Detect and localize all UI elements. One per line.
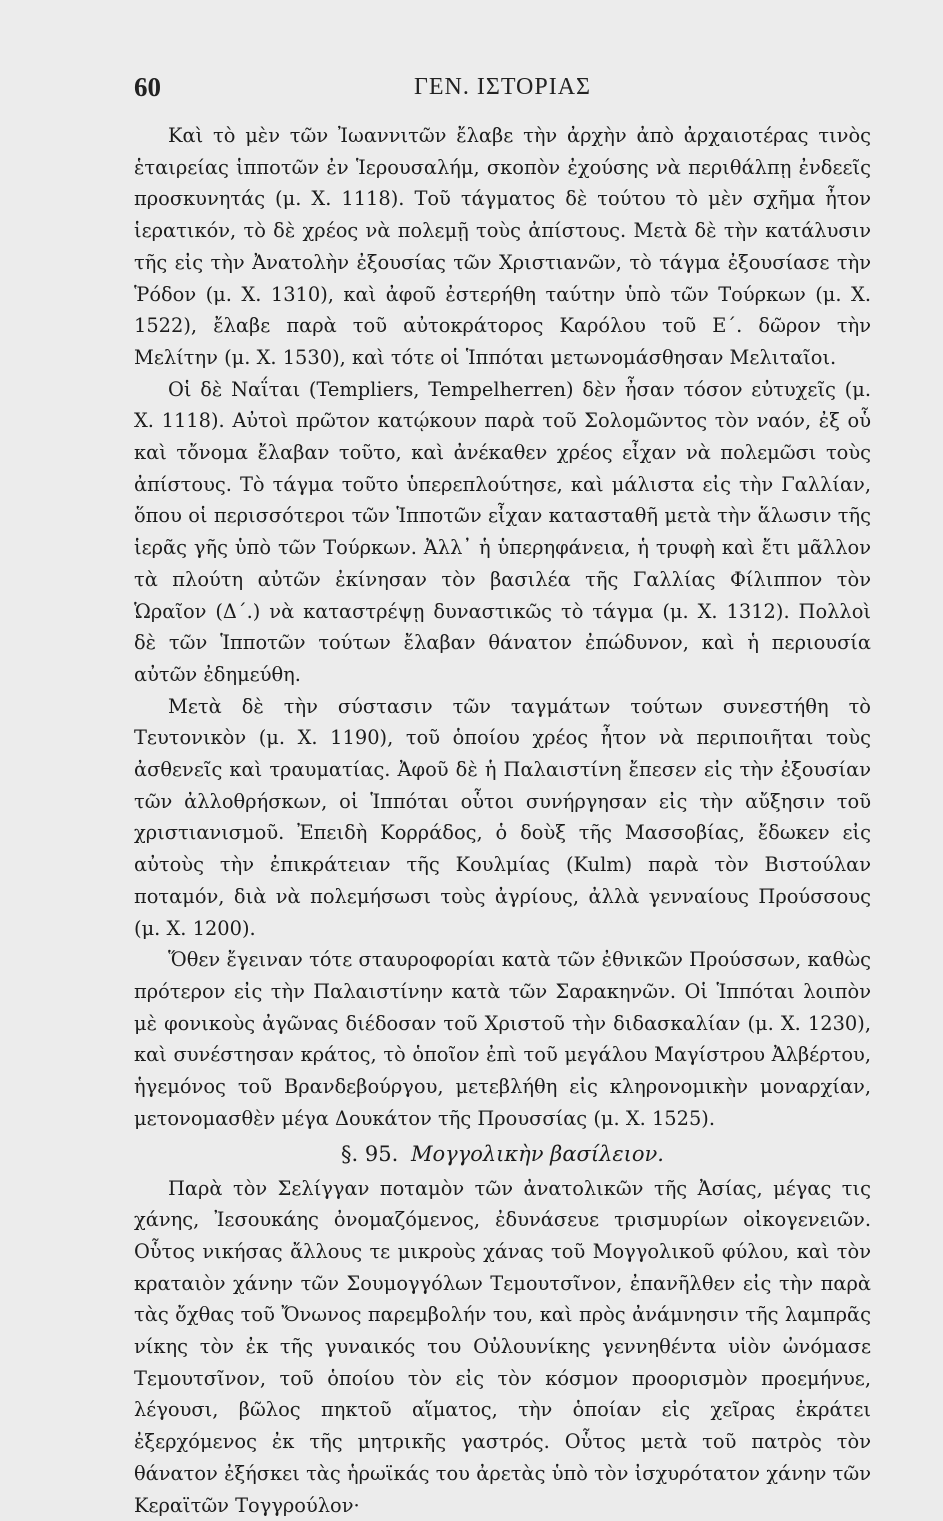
section-heading bbox=[134, 1139, 871, 1169]
page-header bbox=[134, 66, 871, 106]
paragraph-mongols: Παρὰ τὸν Σελίγγαν ποταμὸν τῶν ἀνατολικῶν τῆς Ἀσίας, μέγας τις χάνης, Ἰεσουκάης ὀνομαζόμενος, ἐδυνάσευε τρισμυρίων οἰκογενειῶν. Οὗτος νικήσας ἄλλους τε μικροὺς χάνας τοῦ Μογγολικοῦ φύλου, καὶ τὸν κραταιὸν χάνην τῶν Σουμογγόλων Τεμουτσῖνον, ἐπανῆλθεν εἰς τὴν παρὰ τὰς ὄχθας τοῦ Ὄνωνος παρεμβολήν του, καὶ πρὸς ἀνάμνησιν τῆς λαμπρᾶς νίκης τὸν ἐκ τῆς γυναικός του Οὐλουνίκης γεννηθέντα υἱὸν ὠνόμασε Τεμουτσῖνον, τοῦ ὁποίου τὸν εἰς τὸν κόσμον προορισμὸν προεμήνυε, λέγουσι, βῶλος πηκτοῦ αἵματος, τὴν ὁποίαν εἰς χεῖρας ἐκράτει ἐξερχόμενος ἐκ τῆς μητρικῆς γαστρός. Οὗτος μετὰ τοῦ πατρὸς τὸν θάνατον ἐξήσκει τὰς ἡρωϊκάς του ἀρετὰς ὑπὸ τὸν ἰσχυρότατον χάνην τῶν Κεραϊτῶν Τογγρούλον· bbox=[134, 1173, 871, 1521]
paragraph-teutonic: Μετὰ δὲ τὴν σύστασιν τῶν ταγμάτων τούτων συνεστήθη τὸ Τευτονικὸν (μ. Χ. 1190), τοῦ ὁποίου χρέος ἦτον νὰ περιποιῆται τοὺς ἀσθενεῖς καὶ τραυματίας. Ἀφοῦ δὲ ἡ Παλαιστίνη ἔπεσεν εἰς τὴν ἐξουσίαν τῶν ἀλλοθρήσκων, οἱ Ἱππόται οὗτοι συνήργησαν εἰς τὴν αὔξησιν τοῦ χριστιανισμοῦ. Ἐπειδὴ Κορράδος, ὁ δοὺξ τῆς Μασσοβίας, ἔδωκεν εἰς αὐτοὺς τὴν ἐπικράτειαν τῆς Κουλμίας (Kulm) παρὰ τὸν Βιστούλαν ποταμόν, διὰ νὰ πολεμήσωσι τοὺς ἀγρίους, ἀλλὰ γενναίους Προύσσους (μ. Χ. 1200). bbox=[134, 691, 871, 945]
paragraph-templars: Οἱ δὲ Ναΐται (Templiers, Tempelherren) δὲν ἦσαν τόσον εὐτυχεῖς (μ. Χ. 1118). Αὐτοὶ πρῶτον κατῴκουν παρὰ τοῦ Σολομῶντος τὸν ναόν, ἐξ οὗ καὶ τὄνομα ἔλαβαν τοῦτο, καὶ ἀνέκαθεν χρέος εἶχαν νὰ πολεμῶσι τοὺς ἀπίστους. Τὸ τάγμα τοῦτο ὑπερεπλούτησε, καὶ μάλιστα εἰς τὴν Γαλλίαν, ὅπου οἱ περισσότεροι τῶν Ἱπποτῶν εἶχαν κατασταθῆ μετὰ τὴν ἅλωσιν τῆς ἱερᾶς γῆς ὑπὸ τῶν Τούρκων. Ἀλλ᾽ ἡ ὑπερηφάνεια, ἡ τρυφὴ καὶ ἔτι μᾶλλον τὰ πλούτη αὐτῶν ἐκίνησαν τὸν βασιλέα τῆς Γαλλίας Φίλιππον τὸν Ὡραῖον (Δ΄.) νὰ καταστρέψῃ δυναστικῶς τὸ τάγμα (μ. Χ. 1312). Πολλοὶ δὲ τῶν Ἱπποτῶν τούτων ἔλαβαν θάνατον ἐπώδυνον, καὶ ἡ περιουσία αὐτῶν ἐδημεύθη. bbox=[134, 374, 871, 691]
body-text bbox=[134, 120, 871, 1521]
paragraph-prussia: Ὅθεν ἔγειναν τότε σταυροφορίαι κατὰ τῶν ἐθνικῶν Προύσσων, καθὼς πρότερον εἰς τὴν Παλαιστίνην κατὰ τῶν Σαρακηνῶν. Οἱ Ἱππόται λοιπὸν μὲ φονικοὺς ἀγῶνας διέδοσαν τοῦ Χριστοῦ τὴν διδασκαλίαν (μ. Χ. 1230), καὶ συνέστησαν κράτος, τὸ ὁποῖον ἐπὶ τοῦ μεγάλου Μαγίστρου Ἀλβέρτου, ἡγεμόνος τοῦ Βρανδεβούργου, μετεβλήθη εἰς κληρονομικὴν μοναρχίαν, μετονομασθὲν μέγα Δουκάτον τῆς Προυσσίας (μ. Χ. 1525). bbox=[134, 944, 871, 1134]
section-number: §. 95. bbox=[341, 1142, 398, 1166]
running-head: ΓΕΝ. ΙΣΤΟΡΙΑΣ bbox=[134, 74, 871, 101]
section-title: Μογγολικὴν βασίλειον. bbox=[411, 1142, 664, 1166]
page-number: 60 bbox=[134, 72, 161, 103]
paragraph-hospitallers: Καὶ τὸ μὲν τῶν Ἰωαννιτῶν ἔλαβε τὴν ἀρχὴν ἀπὸ ἀρχαιοτέρας τινὸς ἑταιρείας ἱπποτῶν ἐν Ἱερουσαλήμ, σκοπὸν ἐχούσης νὰ περιθάλπῃ ἐνδεεῖς προσκυνητάς (μ. Χ. 1118). Τοῦ τάγματος δὲ τούτου τὸ μὲν σχῆμα ἦτον ἱερατικόν, τὸ δὲ χρέος νὰ πολεμῇ τοὺς ἀπίστους. Μετὰ δὲ τὴν κατάλυσιν τῆς εἰς τὴν Ἀνατολὴν ἐξουσίας τῶν Χριστιανῶν, τὸ τάγμα ἐξουσίασε τὴν Ῥόδον (μ. Χ. 1310), καὶ ἀφοῦ ἐστερήθη ταύτην ὑπὸ τῶν Τούρκων (μ. Χ. 1522), ἔλαβε παρὰ τοῦ αὐτοκράτορος Καρόλου τοῦ Ε΄. δῶρον τὴν Μελίτην (μ. Χ. 1530), καὶ τότε οἱ Ἱππόται μετωνομάσθησαν Μελιταῖοι. bbox=[134, 120, 871, 374]
